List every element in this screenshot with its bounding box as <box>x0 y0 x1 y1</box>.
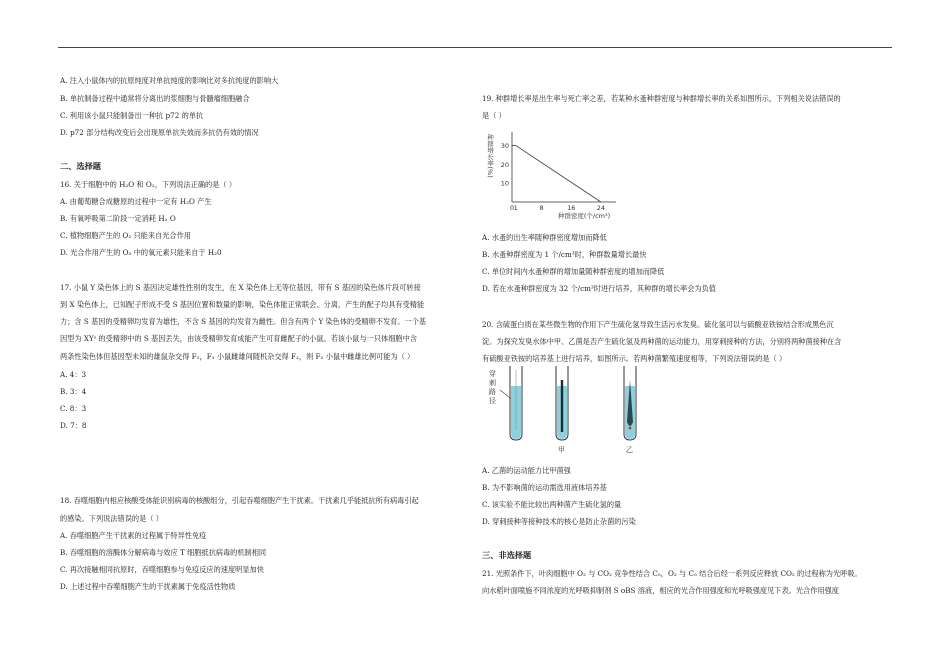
q15-option-a: A. 注入小鼠体内的抗原纯度对单抗纯度的影响比对多抗纯度的影响大 <box>60 76 279 85</box>
x-tick-label: 1 <box>513 204 518 212</box>
section-3-title: 三、非选择题 <box>482 550 532 560</box>
q19-option-b: B. 水蚤种群密度为 1 个/cm³时，种群数量增长最快 <box>482 250 647 259</box>
q20-stem-line: 有硫酸亚铁铵的培养基上进行培养，如图所示。若两种菌繁殖速度相等，下列说法错误的是（ ） <box>482 354 787 363</box>
q21-stem-line: 向水稻叶面喷施不同浓度的光呼吸抑制剂 S oBS 溶液，相应的光合作用强度和光呼吸强度见下表。光合作用强度 <box>482 586 839 595</box>
q15-option-d: D. p72 部分结构改变后会出现原单抗失效而多抗仍有效的情况 <box>60 128 259 137</box>
q18-stem-line: 的感染。下列说法错误的是（ ） <box>60 514 163 523</box>
q20-option-a: A. 乙菌的运动能力比甲菌强 <box>482 466 571 475</box>
q19-growth-chart <box>482 128 632 220</box>
q16-option-b: B. 有氧呼吸第二阶段一定消耗 H₂ O <box>60 214 176 223</box>
q17-stem-line: 两条性染色体但基因型未知的雄鼠杂交得 F₁，F₁ 小鼠雌雄间随机杂交得 F₂，则 F₂ 小鼠中雌雄比例可能为（ ） <box>60 352 415 361</box>
q17-option-c: C. 8：3 <box>60 404 87 413</box>
q20-option-c: C. 该实验不能比较出两种菌产生硫化氢的量 <box>482 500 622 509</box>
stab-path-label <box>489 369 496 405</box>
tube-yi-label: 乙 <box>626 446 633 454</box>
tube-jia-label: 甲 <box>558 446 565 454</box>
header-rule <box>58 47 892 48</box>
tube-control <box>510 366 522 440</box>
y-tick-label: 20 <box>500 160 509 169</box>
path-label-char: 穿 <box>489 370 496 378</box>
q17-stem-line: 到 X 染色体上，已知配子形成不受 S 基因位置和数量的影响，染色体能正常联会、分离，产生的配子均具有受精能 <box>60 300 425 309</box>
q16-stem: 16. 关于细胞中的 H₂O 和 O₂，下列说法正确的是（ ） <box>60 180 237 189</box>
tube-yi <box>624 366 636 440</box>
x-tick-label: 24 <box>596 204 606 212</box>
q18-stem-line: 18. 吞噬细胞内相应核酸受体能识别病毒的核酸组分，引起吞噬细胞产生干扰素。干扰素几乎能抵抗所有病毒引起 <box>60 496 419 505</box>
q20-stem-line: 20. 含硫蛋白质在某些微生物的作用下产生硫化氢导致生活污水发臭。硫化氢可以与硫酸亚铁铵结合形成黑色沉 <box>482 320 834 329</box>
q17-stem-line: 17. 小鼠 Y 染色体上的 S 基因决定雄性性别的发生，在 X 染色体上无等位基因，带有 S 基因的染色体片段可转接 <box>60 283 421 292</box>
tube-jia <box>556 366 568 440</box>
q18-option-b: B. 吞噬细胞的溶酶体分解病毒与效应 T 细胞抵抗病毒的机制相同 <box>60 548 267 557</box>
q18-option-d: D. 上述过程中吞噬细胞产生的干扰素属于免疫活性物质 <box>60 582 236 591</box>
x-tick-label: 0 <box>509 204 515 212</box>
q20-option-d: D. 穿刺接种等接种技术的核心是防止杂菌的污染 <box>482 517 636 526</box>
section-2-title: 二、选择题 <box>60 161 101 171</box>
x-tick-label: 8 <box>539 204 544 212</box>
q20-stem-line: 淀。为探究发臭水体中甲、乙菌是否产生硫化氢及两种菌的运动能力，用穿刺接种的方法，分别将两种菌接种在含 <box>482 337 842 346</box>
q19-option-d: D. 若在水蚤种群密度为 32 个/cm³时进行培养，其种群的增长率会为负值 <box>482 284 716 293</box>
q21-stem-line: 21. 光照条件下，叶肉细胞中 O₂ 与 CO₂ 竞争性结合 C₅，O₂ 与 C₅ 结合后经一系列反应释放 CO₂ 的过程称为光呼吸。 <box>482 569 862 578</box>
q15-option-c: C. 利用该小鼠只能制备出一种抗 p72 的单抗 <box>60 111 204 120</box>
q17-stem-line: 因型为 XYˢ 的受精卵中的 S 基因丢失，由该受精卵发育成能产生可育雌配子的小鼠。若该小鼠与一只体细胞中含 <box>60 334 417 343</box>
growth-rate-line <box>512 145 601 202</box>
x-axis-label: 种群密度(个/cm³) <box>557 212 611 220</box>
q16-option-c: C. 植物细胞产生的 O₂ 只能来自光合作用 <box>60 231 191 240</box>
y-tick-label: 10 <box>500 179 509 188</box>
q19-stem-line: 是（ ） <box>482 111 506 120</box>
q18-option-c: C. 再次接触相同抗原时，吞噬细胞参与免疫反应的速度明显加快 <box>60 565 264 574</box>
q19-stem-line: 19. 种群增长率是出生率与死亡率之差，若某种水蚤种群密度与种群增长率的关系如图所示，下列相关说法错误的 <box>482 94 841 103</box>
path-label-char: 刺 <box>489 379 496 387</box>
path-label-char: 径 <box>489 397 496 405</box>
q17-option-d: D. 7：8 <box>60 421 87 430</box>
q20-test-tubes-figure <box>484 364 644 454</box>
q16-option-d: D. 光合作用产生的 O₂ 中的氧元素只能来自于 H₂0 <box>60 248 222 257</box>
x-tick-label: 16 <box>567 204 576 212</box>
y-tick-label: 30 <box>500 141 509 150</box>
q17-option-a: A. 4：3 <box>60 370 87 379</box>
y-axis-label: 种群增长率(%) <box>486 134 494 178</box>
path-label-char: 路 <box>489 388 496 396</box>
q15-option-b: B. 单抗制备过程中通常将分离出的浆细胞与骨髓瘤细胞融合 <box>60 94 250 103</box>
q17-stem-line: 力；含 S 基因的受精卵均发育为雄性，不含 S 基因的均发育为雌性。但含有两个 Y 染色体的受精卵不发育。一个基 <box>60 317 427 326</box>
q20-option-b: B. 为不影响菌的运动需选用液体培养基 <box>482 483 607 492</box>
q17-option-b: B. 3：4 <box>60 387 87 396</box>
q16-option-a: A. 由葡萄糖合成糖原的过程中一定有 H₂O 产生 <box>60 197 212 206</box>
q19-option-a: A. 水蚤的出生率随种群密度增加而降低 <box>482 233 607 242</box>
q19-option-c: C. 单位时间内水蚤种群的增加量随种群密度的增加而降低 <box>482 267 665 276</box>
q18-option-a: A. 吞噬细胞产生干扰素的过程属于特异性免疫 <box>60 531 207 540</box>
